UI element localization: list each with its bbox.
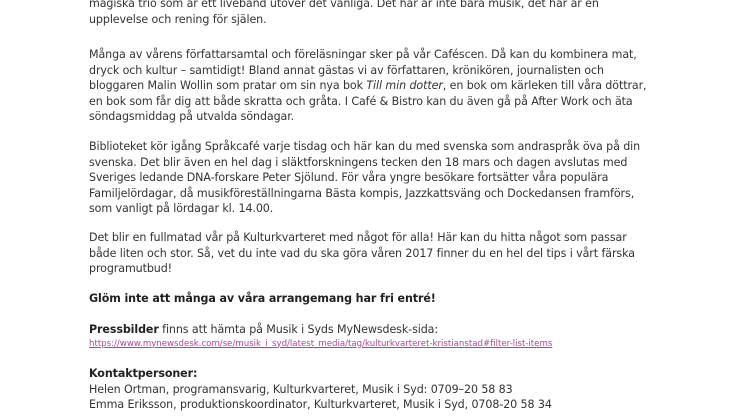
kulturkvarteret-line: Det blir en fullmatad vår på Kulturkvarteret med något för alla! Här kan du hitta något som passar — [89, 231, 627, 244]
free-entry-text: Glöm inte att många av våra arrangemang har fri entré! — [89, 292, 436, 305]
kulturkvarteret-line: både liten och stor. Så, vet du inte vad du ska göra våren 2017 finner du en hel del tips i vårt färska — [89, 246, 635, 260]
cafe-line: dryck och kultur – samtidigt! Bland annat gästas vi av författaren, krönikören, journalisten och — [89, 63, 604, 77]
book-title: Till min dotter — [366, 79, 443, 93]
cafe-paragraph — [89, 47, 689, 125]
language-line: Biblioteket kör igång Språkcafé varje tisdag och här kan du med svenska som andraspråk öva på din — [89, 140, 641, 153]
kulturkvarteret-paragraph — [89, 230, 689, 277]
contacts-heading: Kontaktpersoner: — [89, 367, 198, 380]
language-line: Sveriges ledande DNA-forskare Peter Sjölund. För våra yngre besökare fortsätter våra populära — [89, 171, 609, 185]
language-line: Familjelördagar, då musikföreställningarna Bästa kompis, Jazzkattsväng och Dockedansen framförs, — [89, 186, 635, 200]
cafe-line — [89, 78, 689, 94]
contacts-section — [89, 366, 689, 413]
cafe-line-text: , en bok om kärleken till våra döttrar, — [442, 79, 647, 93]
press-label: Pressbilder — [89, 323, 159, 336]
language-line: svenska. Det blir även en hel dag i släktforskningens tecken den 18 mars och dagen avslutas med — [89, 155, 628, 169]
press-paragraph — [89, 322, 689, 350]
contact-person: Helen Ortman, programansvarig, Kulturkvarteret, Musik i Syd: 0709–20 58 83 — [89, 382, 513, 396]
press-images-link[interactable]: https://www.mynewsdesk.com/se/musik_i_syd/latest_media/tag/kulturkvarteret-kristianstad#filter-list-items — [89, 338, 553, 349]
press-line — [89, 322, 689, 338]
cafe-line: en bok som får dig att både skratta och gråta. I Café & Bistro kan du även gå på After Work och äta — [89, 94, 633, 108]
free-entry-paragraph — [89, 291, 689, 307]
cafe-line-text: bloggaren Malin Wollin som pratar om sin nya bok — [89, 79, 367, 93]
contact-person: Emma Eriksson, produktionskoordinator, Kulturkvarteret, Musik i Syd, 0708-20 58 34 — [89, 398, 552, 412]
kulturkvarteret-line: programutbud! — [89, 262, 172, 276]
intro-paragraph — [89, 0, 689, 27]
intro-line: magiska trio som är ett liveband utöver det vanliga. Det här är inte bara musik, det här är en — [89, 0, 599, 10]
language-line: som vanligt på lördagar kl. 14.00. — [89, 202, 274, 216]
language-cafe-paragraph — [89, 139, 689, 217]
cafe-line: söndagsmiddag på utvalda söndagar. — [89, 110, 295, 124]
press-text: finns att hämta på Musik i Syds MyNewsdesk-sida: — [158, 323, 439, 336]
intro-line: upplevelse och rening för själen. — [89, 12, 267, 26]
cafe-line: Många av vårens författarsamtal och föreläsningar sker på vår Caféscen. Då kan du kombinera mat, — [89, 48, 637, 61]
